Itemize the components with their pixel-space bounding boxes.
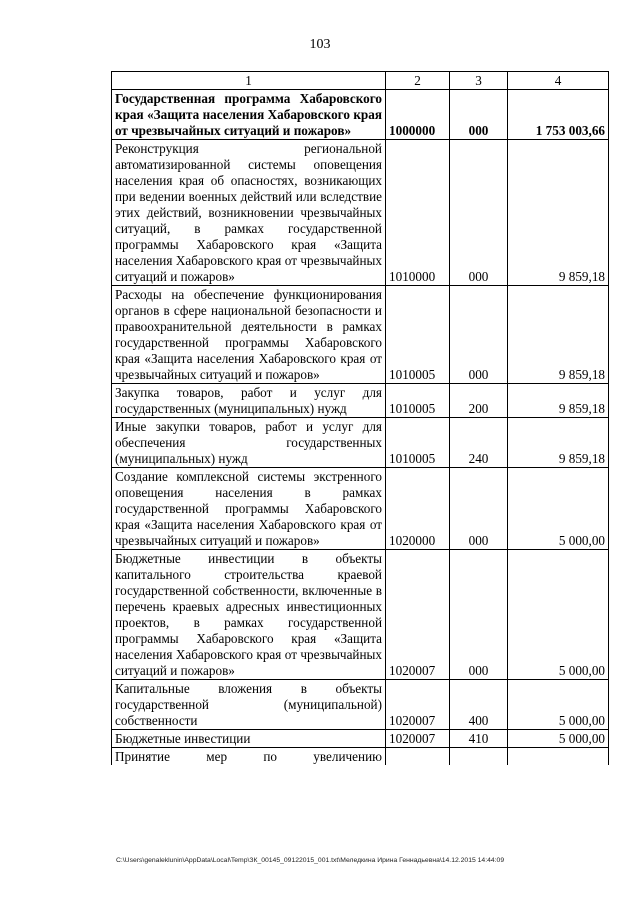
row-name: Государственная программа Хабаровского края «Защита населения Хабаровского края от чрезвычайных ситуаций и пожаров» bbox=[112, 90, 386, 140]
page-number: 103 bbox=[309, 37, 331, 52]
table-row bbox=[112, 384, 609, 418]
row-target-code: 1010005 bbox=[386, 418, 450, 468]
row-target-code: 1010000 bbox=[386, 140, 450, 286]
table-row bbox=[112, 468, 609, 550]
row-expense-type bbox=[450, 748, 508, 766]
row-target-code: 1020007 bbox=[386, 680, 450, 730]
row-target-code: 1020007 bbox=[386, 550, 450, 680]
row-name: Принятие мер по увеличению bbox=[112, 748, 386, 766]
row-expense-type: 200 bbox=[450, 384, 508, 418]
header-col-2: 2 bbox=[386, 72, 450, 90]
row-amount: 9 859,18 bbox=[508, 140, 609, 286]
row-target-code: 1020000 bbox=[386, 468, 450, 550]
file-path-footer: C:\Users\genaleklunin\AppData\Local\Temp\ЗК_00145_09122015_001.txt\Меледкина Ирина Геннадьевна\14.12.2015 14:44:09 bbox=[116, 857, 505, 864]
table-row bbox=[112, 550, 609, 680]
row-amount: 5 000,00 bbox=[508, 730, 609, 748]
row-amount: 9 859,18 bbox=[508, 286, 609, 384]
row-target-code: 1000000 bbox=[386, 90, 450, 140]
row-name: Бюджетные инвестиции в объекты капитального строительства краевой государственной собственности, включенные в перечень краевых адресных инвестиционных проектов, в рамках государственной программы Хабаровского края «Защита населения Хабаровского края от чрезвычайных ситуаций и пожаров» bbox=[112, 550, 386, 680]
header-col-4: 4 bbox=[508, 72, 609, 90]
row-name: Капитальные вложения в объекты государственной (муниципальной) собственности bbox=[112, 680, 386, 730]
budget-table bbox=[111, 71, 609, 765]
row-amount bbox=[508, 748, 609, 766]
row-expense-type: 410 bbox=[450, 730, 508, 748]
budget-table-body bbox=[112, 72, 609, 766]
table-row bbox=[112, 680, 609, 730]
row-name: Создание комплексной системы экстренного оповещения населения в рамках государственной программы Хабаровского края «Защита населения Хабаровского края от чрезвычайных ситуаций и пожаров» bbox=[112, 468, 386, 550]
header-col-3: 3 bbox=[450, 72, 508, 90]
row-target-code: 1020007 bbox=[386, 730, 450, 748]
row-amount: 9 859,18 bbox=[508, 384, 609, 418]
row-amount: 5 000,00 bbox=[508, 468, 609, 550]
row-expense-type: 000 bbox=[450, 468, 508, 550]
row-name: Иные закупки товаров, работ и услуг для обеспечения государственных (муниципальных) нужд bbox=[112, 418, 386, 468]
row-target-code bbox=[386, 748, 450, 766]
row-expense-type: 000 bbox=[450, 140, 508, 286]
row-expense-type: 240 bbox=[450, 418, 508, 468]
row-amount: 9 859,18 bbox=[508, 418, 609, 468]
table-row-continued bbox=[112, 748, 609, 766]
row-name: Реконструкция региональной автоматизированной системы оповещения населения края об опасностях, возникающих при ведении военных действий или вследствие этих действий, возникновении чрезвычайных ситуаций, в рамках государственной программы Хабаровского края «Защита населения Хабаровского края от чрезвычайных ситуаций и пожаров» bbox=[112, 140, 386, 286]
row-amount: 5 000,00 bbox=[508, 680, 609, 730]
row-name: Закупка товаров, работ и услуг для государственных (муниципальных) нужд bbox=[112, 384, 386, 418]
row-amount: 1 753 003,66 bbox=[508, 90, 609, 140]
table-row bbox=[112, 90, 609, 140]
row-name: Бюджетные инвестиции bbox=[112, 730, 386, 748]
table-row bbox=[112, 286, 609, 384]
row-target-code: 1010005 bbox=[386, 286, 450, 384]
table-row bbox=[112, 418, 609, 468]
row-expense-type: 000 bbox=[450, 90, 508, 140]
row-target-code: 1010005 bbox=[386, 384, 450, 418]
table-row bbox=[112, 140, 609, 286]
header-col-1: 1 bbox=[112, 72, 386, 90]
row-name: Расходы на обеспечение функционирования органов в сфере национальной безопасности и правоохранительной деятельности в рамках государственной программы Хабаровского края «Защита населения Хабаровского края от чрезвычайных ситуаций и пожаров» bbox=[112, 286, 386, 384]
table-row bbox=[112, 730, 609, 748]
row-amount: 5 000,00 bbox=[508, 550, 609, 680]
row-expense-type: 000 bbox=[450, 286, 508, 384]
table-header-row bbox=[112, 72, 609, 90]
row-expense-type: 400 bbox=[450, 680, 508, 730]
row-expense-type: 000 bbox=[450, 550, 508, 680]
